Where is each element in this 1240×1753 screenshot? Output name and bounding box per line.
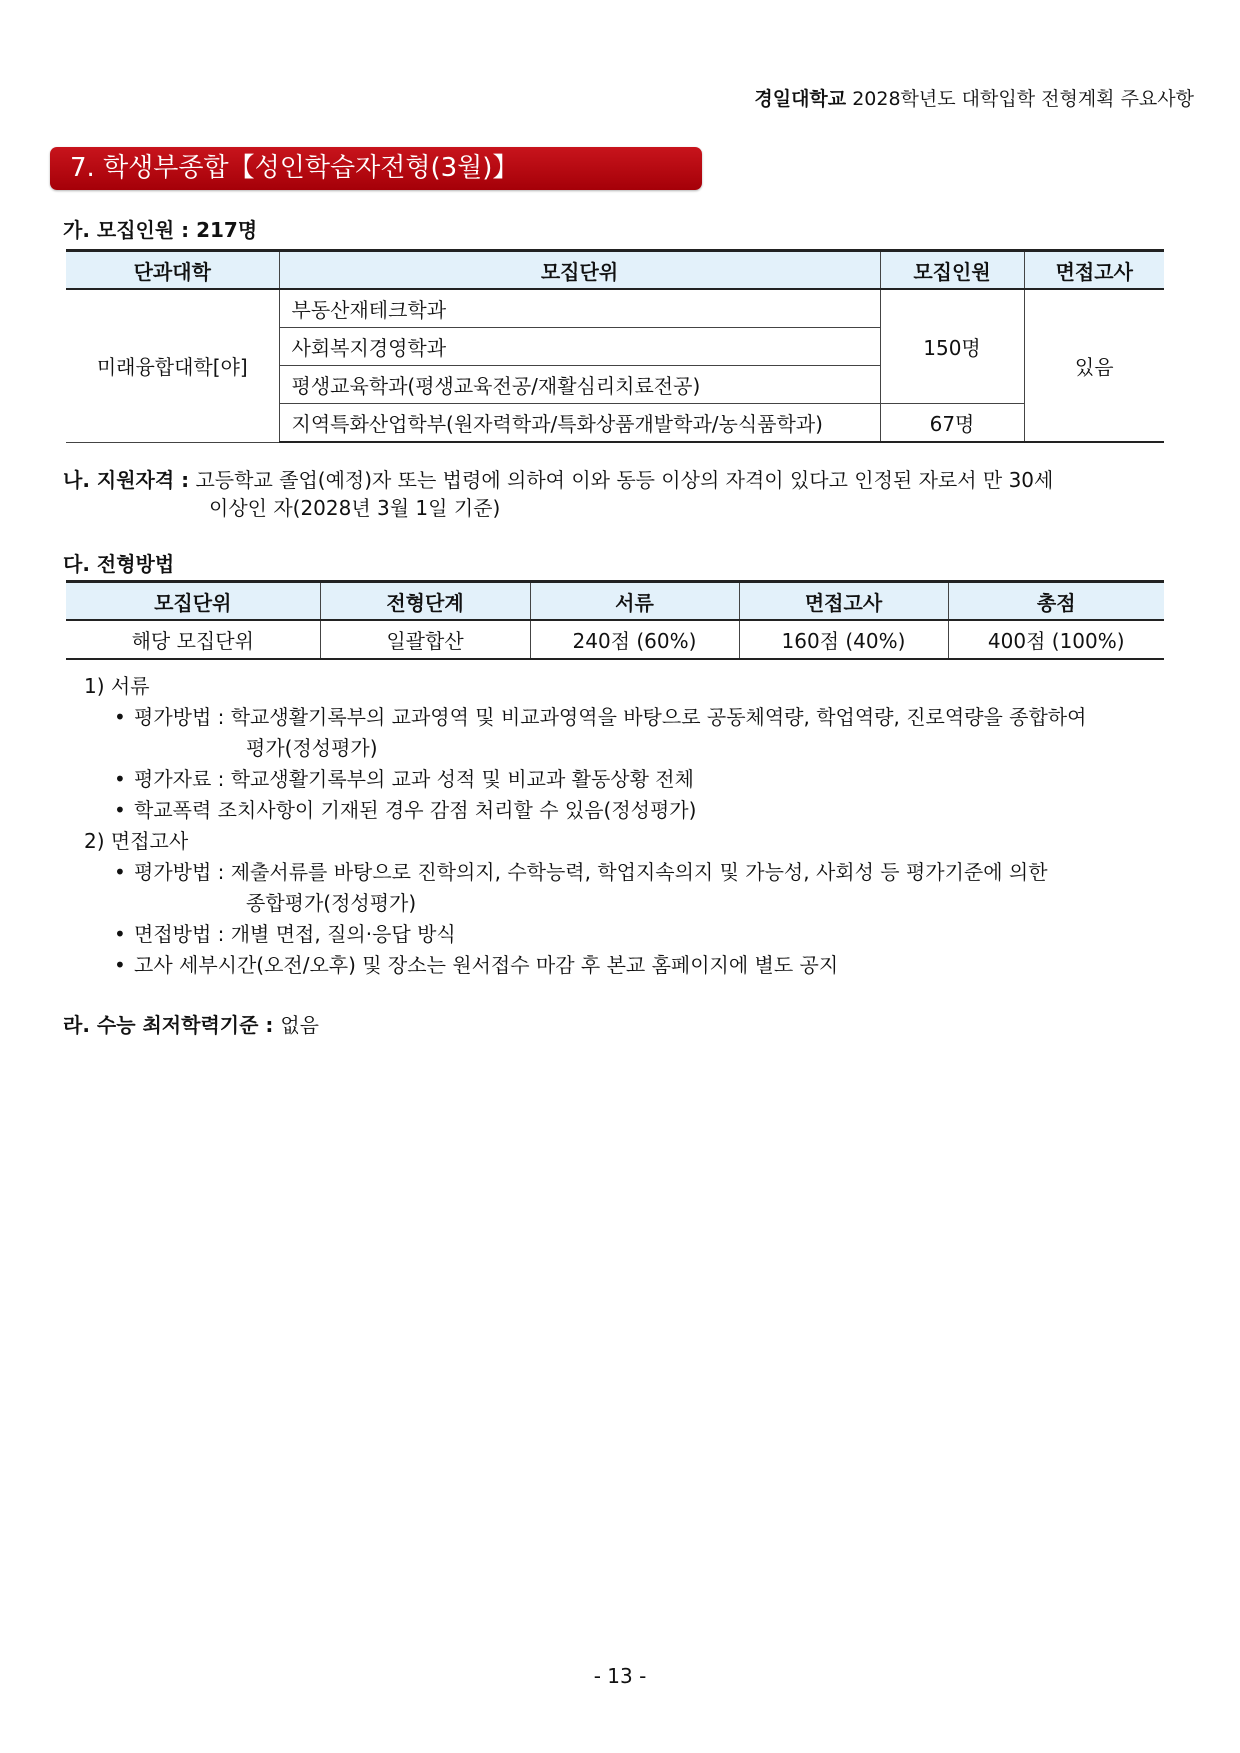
header-college: 단과대학 (66, 251, 279, 290)
stage-cell: 일괄합산 (320, 620, 530, 659)
docs-score-cell: 240점 (60%) (530, 620, 739, 659)
header-unit: 모집단위 (66, 582, 320, 621)
qualification-line2: 이상인 자(2028년 3월 1일 기준) (209, 496, 501, 520)
interview-eval-method-cont: 종합평가(정성평가) (246, 891, 417, 915)
docs-title: 1) 서류 (84, 674, 150, 698)
unit-cell: 지역특화산업학부(원자력학과/특화상품개발학과/농식품학과) (279, 404, 880, 443)
qualification-line1: 고등학교 졸업(예정)자 또는 법령에 의하여 이와 동등 이상의 자격이 있다고 인정된 자로서 만 30세 (195, 468, 1054, 492)
header-interview: 면접고사 (739, 582, 948, 621)
header-total: 총점 (948, 582, 1164, 621)
header-count: 모집인원 (880, 251, 1024, 290)
recruit-heading: 가. 모집인원 : 217명 (63, 218, 258, 242)
docs-eval-method: 평가방법 : 학교생활기록부의 교과영역 및 비교과영역을 바탕으로 공동체역량, 학업역량, 진로역량을 종합하여 (134, 705, 1087, 729)
header-interview: 면접고사 (1024, 251, 1164, 290)
interview-method: 면접방법 : 개별 면접, 질의·응답 방식 (134, 922, 456, 946)
list-item (80, 950, 1192, 981)
unit-cell: 평생교육학과(평생교육전공/재활심리치료전공) (279, 366, 880, 404)
list-item (80, 764, 1192, 795)
interview-cell: 있음 (1024, 289, 1164, 442)
list-item (80, 702, 1192, 733)
docs-violence-note: 학교폭력 조치사항이 기재된 경우 감점 처리할 수 있음(정성평가) (134, 798, 697, 822)
table-row (66, 620, 1164, 659)
method-table-header (66, 582, 1164, 621)
unit-cell: 부동산재테크학과 (279, 289, 880, 328)
docs-eval-material: 평가자료 : 학교생활기록부의 교과 성적 및 비교과 활동상황 전체 (134, 767, 694, 791)
page-header (754, 84, 1194, 111)
qualification (63, 466, 1170, 522)
header-unit: 모집단위 (279, 251, 880, 290)
total-score-cell: 400점 (100%) (948, 620, 1164, 659)
count-cell: 150명 (880, 289, 1024, 404)
section-title-bar (50, 147, 702, 190)
csat-label: 라. 수능 최저학력기준 : (63, 1013, 274, 1037)
recruit-table-header (66, 251, 1164, 290)
unit-cell: 해당 모집단위 (66, 620, 320, 659)
list-item (80, 919, 1192, 950)
interview-title: 2) 면접고사 (84, 829, 189, 853)
header-stage: 전형단계 (320, 582, 530, 621)
section-title: 7. 학생부종합【성인학습자전형(3월)】 (70, 153, 519, 183)
interview-eval-method: 평가방법 : 제출서류를 바탕으로 진학의지, 수학능력, 학업지속의지 및 가능성, 사회성 등 평가기준에 의한 (134, 860, 1048, 884)
page-number: - 13 - (593, 1664, 647, 1688)
method-heading: 다. 전형방법 (63, 552, 175, 576)
interview-schedule-note: 고사 세부시간(오전/오후) 및 장소는 원서접수 마감 후 본교 홈페이지에 별도 공지 (134, 953, 839, 977)
csat-line (63, 1009, 319, 1038)
method-table (66, 580, 1164, 660)
recruit-table (66, 249, 1164, 443)
method-details (80, 671, 1192, 981)
header-university: 경일대학교 (754, 88, 847, 110)
csat-value: 없음 (280, 1013, 319, 1037)
unit-cell: 사회복지경영학과 (279, 328, 880, 366)
header-title: 2028학년도 대학입학 전형계획 주요사항 (852, 88, 1194, 110)
header-docs: 서류 (530, 582, 739, 621)
list-item (80, 857, 1192, 888)
interview-score-cell: 160점 (40%) (739, 620, 948, 659)
list-item (80, 795, 1192, 826)
table-row (66, 289, 1164, 328)
qualification-label: 나. 지원자격 : (63, 468, 190, 492)
docs-eval-method-cont: 평가(정성평가) (246, 736, 378, 760)
college-cell: 미래융합대학[야] (66, 289, 279, 442)
count-cell: 67명 (880, 404, 1024, 443)
